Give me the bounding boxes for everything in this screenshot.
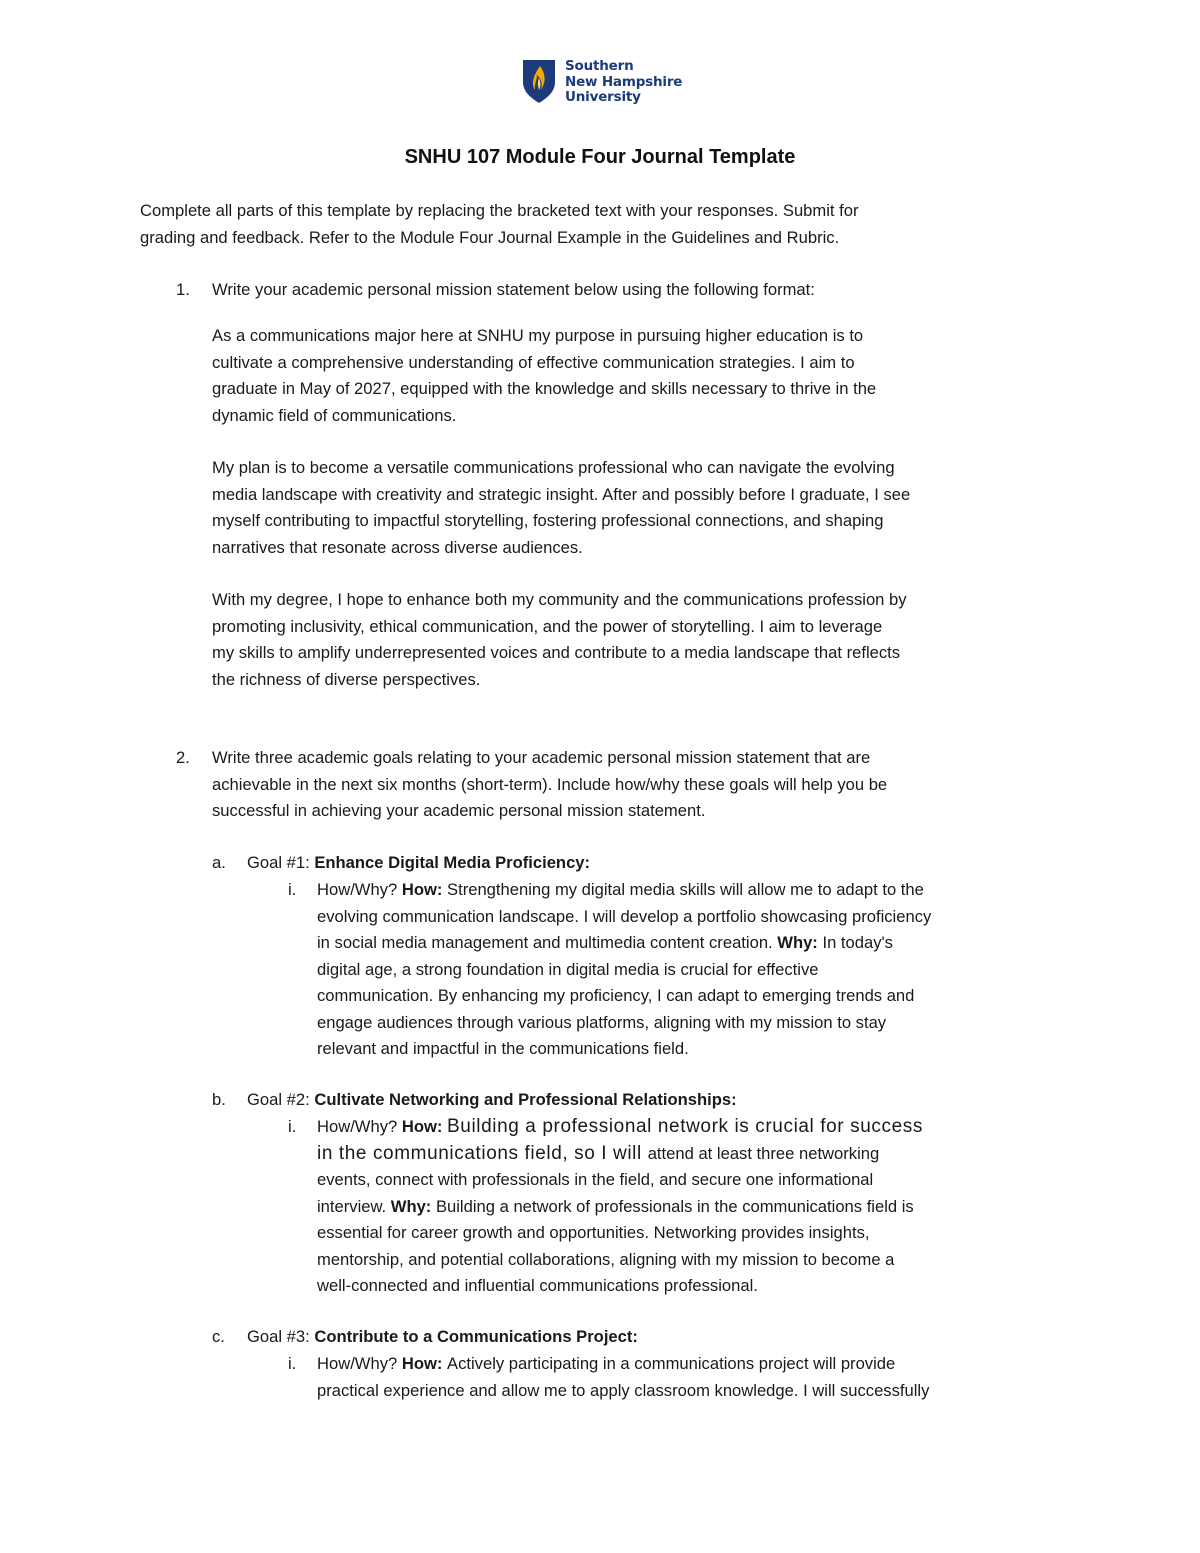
- mission-line: narratives that resonate across diverse audiences.: [212, 537, 583, 557]
- goal-text: practical experience and allow me to apply classroom knowledge. I will successfully: [317, 1380, 930, 1400]
- goal-letter-b: b.: [212, 1090, 226, 1109]
- how-why-label: How/Why?: [317, 1354, 402, 1373]
- mission-line: the richness of diverse perspectives.: [212, 669, 481, 689]
- goal-text: events, connect with professionals in the field, and secure one informational: [317, 1170, 874, 1189]
- logo-line-3: University: [565, 89, 641, 105]
- snhu-logo: [521, 58, 682, 106]
- goal-2-heading: [247, 1087, 737, 1114]
- roman-numeral: i.: [288, 1117, 297, 1136]
- goal-text: Strengthening my digital media skills will allow me to adapt to the: [447, 880, 924, 899]
- goal-text: digital age, a strong foundation in digital media is crucial for effective: [317, 959, 819, 979]
- goal-text: well-connected and influential communications professional.: [317, 1276, 758, 1295]
- logo-line-2: New Hampshire: [565, 73, 683, 90]
- mission-paragraph-3: [212, 587, 907, 693]
- goal-letter-c: c.: [212, 1327, 225, 1346]
- goal-text: evolving communication landscape. I will develop a portfolio showcasing proficiency: [317, 906, 932, 926]
- mission-line: With my degree, I hope to enhance both my community and the communications profession by: [212, 590, 907, 609]
- q1-prompt-line: Write your academic personal mission statement below using the following format:: [212, 280, 815, 299]
- roman-numeral: i.: [288, 1354, 297, 1373]
- goal-3-heading: [247, 1324, 638, 1351]
- list-number-1: 1.: [176, 280, 190, 299]
- goal-text: relevant and impactful in the communications field.: [317, 1039, 689, 1058]
- goal-label: Goal #3:: [247, 1327, 315, 1346]
- how-label: How:: [401, 1117, 448, 1136]
- goal-letter-a: a.: [212, 853, 226, 872]
- goal-text: attend at least three networking: [647, 1143, 880, 1163]
- mission-line: myself contributing to impactful storytelling, fostering professional connections, and shaping: [212, 511, 884, 530]
- q2-prompt: [212, 745, 887, 825]
- mission-paragraph-1: [212, 323, 876, 429]
- goal-text: engage audiences through various platforms, aligning with my mission to stay: [317, 1012, 887, 1032]
- mission-line: media landscape with creativity and strategic insight. After and possibly before I graduate, I see: [212, 484, 911, 504]
- how-label: How:: [401, 1354, 448, 1373]
- snhu-shield-icon: [521, 58, 557, 104]
- mission-line: graduate in May of 2027, equipped with the knowledge and skills necessary to thrive in the: [212, 379, 877, 398]
- why-label: Why:: [390, 1196, 436, 1216]
- q1-prompt: [212, 277, 815, 304]
- goal-text: Actively participating in a communications project will provide: [447, 1354, 896, 1373]
- goal-text: in the communications field, so I will: [317, 1142, 648, 1164]
- goal-name: Enhance Digital Media Proficiency:: [314, 853, 591, 872]
- mission-line: promoting inclusivity, ethical communication, and the power of storytelling. I aim to leverage: [212, 616, 883, 636]
- intro-line: grading and feedback. Refer to the Module Four Journal Example in the Guidelines and Rubric.: [140, 227, 840, 247]
- goal-text: In today's: [822, 933, 893, 952]
- goal-text: essential for career growth and opportunities. Networking provides insights,: [317, 1223, 870, 1242]
- mission-line: my skills to amplify underrepresented voices and contribute to a media landscape that reflects: [212, 643, 901, 662]
- intro-paragraph: [140, 198, 859, 251]
- goal-text: communication. By enhancing my proficiency, I can adapt to emerging trends and: [317, 986, 915, 1005]
- logo-wordmark: [565, 59, 682, 106]
- q2-prompt-line: Write three academic goals relating to your academic personal mission statement that are: [212, 748, 871, 767]
- how-why-label: How/Why?: [317, 1117, 402, 1136]
- goal-name: Cultivate Networking and Professional Relationships:: [314, 1090, 737, 1109]
- goal-label: Goal #1:: [247, 853, 315, 872]
- goal-name: Contribute to a Communications Project:: [314, 1327, 638, 1346]
- roman-numeral: i.: [288, 880, 297, 899]
- list-number-2: 2.: [176, 748, 190, 767]
- q2-prompt-line: successful in achieving your academic personal mission statement.: [212, 801, 706, 820]
- why-label: Why:: [777, 933, 823, 952]
- mission-line: dynamic field of communications.: [212, 405, 457, 425]
- goal-1-body: [317, 877, 931, 1063]
- how-label: How:: [401, 880, 448, 899]
- goal-3-body: [317, 1351, 929, 1404]
- goal-2-body: [317, 1114, 923, 1300]
- goal-text: Building a professional network is crucial for success: [447, 1116, 923, 1137]
- goal-text: in social media management and multimedia content creation.: [317, 933, 778, 952]
- intro-line: Complete all parts of this template by replacing the bracketed text with your responses. Submit for: [140, 201, 859, 220]
- page-title: SNHU 107 Module Four Journal Template: [404, 146, 796, 168]
- how-why-label: How/Why?: [317, 880, 402, 899]
- goal-label: Goal #2:: [247, 1090, 315, 1109]
- q2-prompt-line: achievable in the next six months (short-term). Include how/why these goals will help you be: [212, 774, 888, 794]
- goal-text: interview.: [317, 1196, 391, 1216]
- goal-text: Building a network of professionals in the communications field is: [435, 1196, 914, 1216]
- logo-line-1: Southern: [565, 58, 634, 74]
- goal-1-heading: [247, 850, 590, 877]
- mission-line: My plan is to become a versatile communications professional who can navigate the evolving: [212, 458, 895, 477]
- mission-paragraph-2: [212, 455, 910, 561]
- mission-line: cultivate a comprehensive understanding of effective communication strategies. I aim to: [212, 352, 855, 372]
- goal-text: mentorship, and potential collaborations, aligning with my mission to become a: [317, 1249, 895, 1269]
- mission-line: As a communications major here at SNHU my purpose in pursuing higher education is to: [212, 326, 864, 345]
